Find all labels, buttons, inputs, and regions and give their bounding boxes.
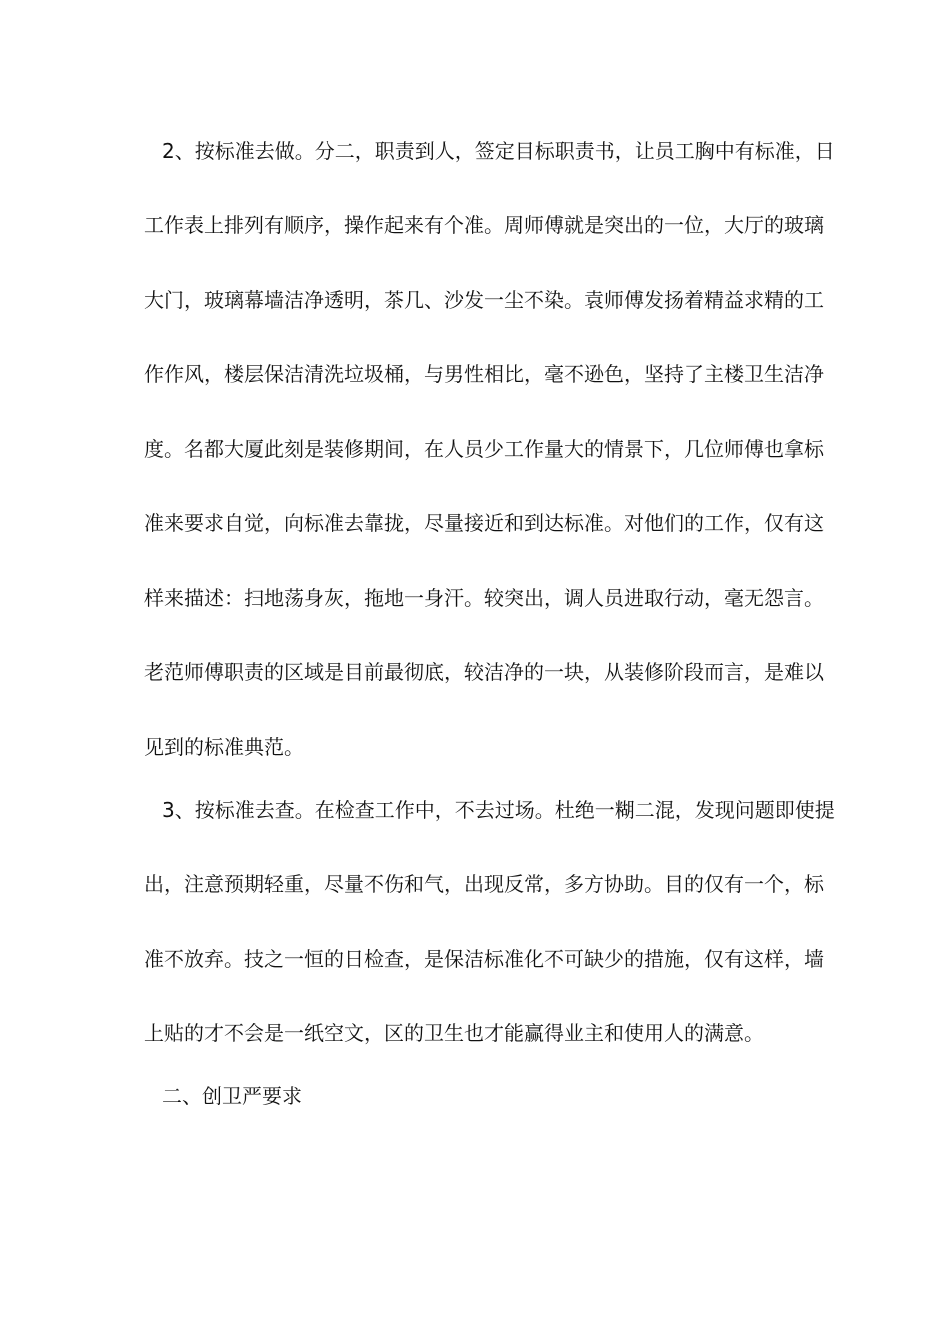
section-heading: 二、创卫严要求 <box>162 1084 302 1108</box>
paragraph-2-line-3: 大门，玻璃幕墙洁净透明，茶几、沙发一尘不染。袁师傅发扬着精益求精的工 <box>144 288 824 312</box>
paragraph-3-line-1: 3、按标准去查。在检查工作中，不去过场。杜绝一糊二混，发现问题即使提 <box>162 798 835 822</box>
paragraph-3-line-2: 出，注意预期轻重，尽量不伤和气，出现反常，多方协助。目的仅有一个，标 <box>144 872 824 896</box>
paragraph-2-line-4: 作作风，楼层保洁清洗垃圾桶，与男性相比，毫不逊色，坚持了主楼卫生洁净 <box>144 362 824 386</box>
paragraph-2-line-6: 准来要求自觉，向标准去靠拢，尽量接近和到达标准。对他们的工作，仅有这 <box>144 511 824 535</box>
paragraph-3-line-3: 准不放弃。技之一恒的日检查，是保洁标准化不可缺少的措施，仅有这样，墙 <box>144 947 824 971</box>
paragraph-3-line-4: 上贴的才不会是一纸空文，区的卫生也才能赢得业主和使用人的满意。 <box>144 1021 764 1045</box>
paragraph-2-line-5: 度。名都大厦此刻是装修期间，在人员少工作量大的情景下，几位师傅也拿标 <box>144 437 824 461</box>
paragraph-2-line-1: 2、按标准去做。分二，职责到人，签定目标职责书，让员工胸中有标准，日 <box>162 139 835 163</box>
paragraph-2-line-2: 工作表上排列有顺序，操作起来有个准。周师傅就是突出的一位，大厅的玻璃 <box>144 213 824 237</box>
paragraph-2-line-8: 老范师傅职责的区域是目前最彻底，较洁净的一块，从装修阶段而言，是难以 <box>144 660 824 684</box>
paragraph-2-line-7: 样来描述：扫地荡身灰，拖地一身汗。较突出，调人员进取行动，毫无怨言。 <box>144 586 824 610</box>
paragraph-2-line-9: 见到的标准典范。 <box>144 735 304 759</box>
